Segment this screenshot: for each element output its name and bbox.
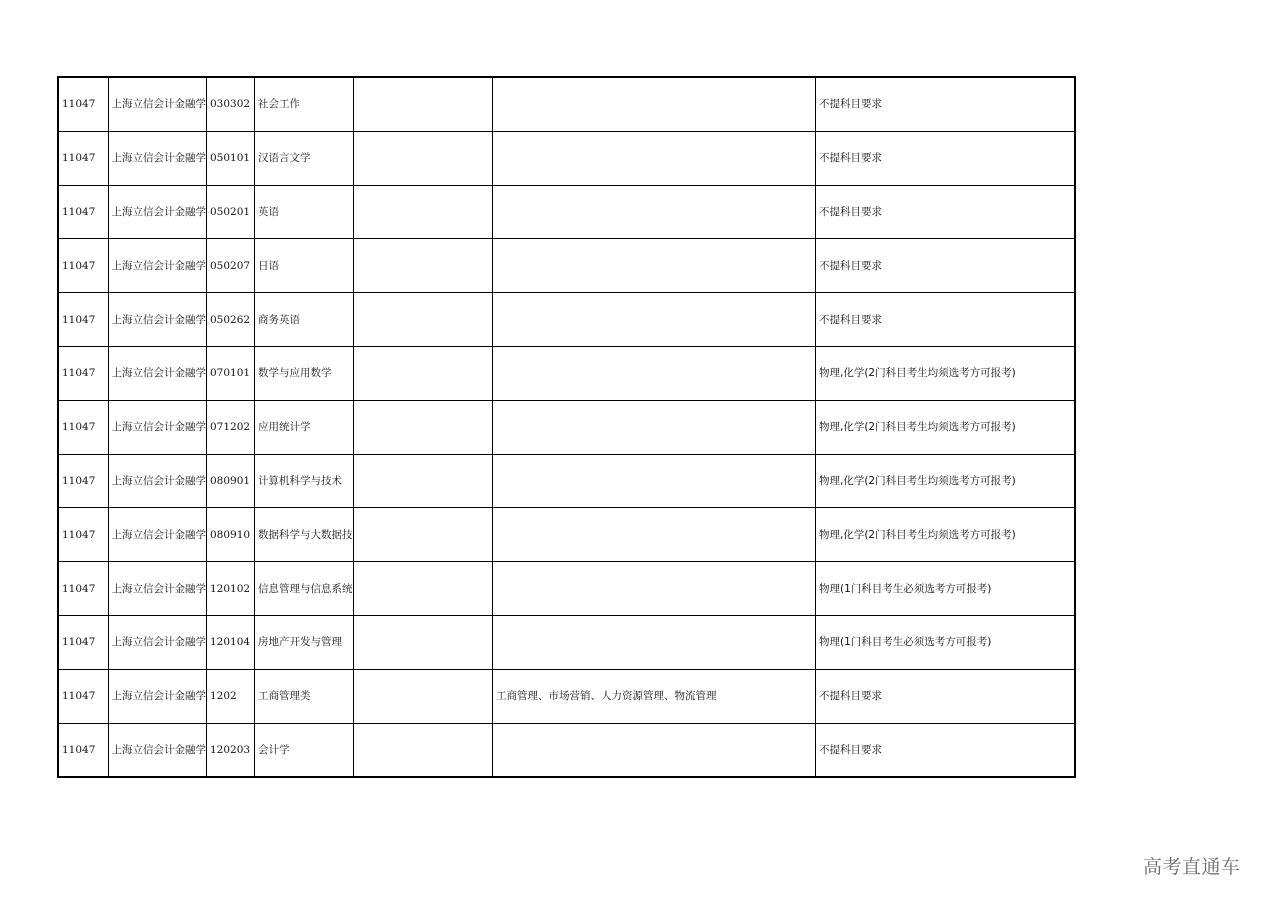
school-name-cell: 上海立信会计金融学 bbox=[108, 723, 207, 777]
included-majors-cell bbox=[493, 400, 816, 454]
school-name-cell: 上海立信会计金融学 bbox=[108, 508, 207, 562]
school-name-cell: 上海立信会计金融学 bbox=[108, 615, 207, 669]
school-code-cell: 11047 bbox=[58, 454, 108, 508]
school-name-cell: 上海立信会计金融学 bbox=[108, 400, 207, 454]
table-row bbox=[58, 239, 1075, 293]
school-code-cell: 11047 bbox=[58, 185, 108, 239]
subject-requirement-cell: 不提科目要求 bbox=[816, 239, 1075, 293]
table-row bbox=[58, 77, 1075, 131]
empty-cell bbox=[354, 293, 493, 347]
subject-requirement-cell: 物理,化学(2门科目考生均须选考方可报考) bbox=[816, 454, 1075, 508]
included-majors-cell bbox=[493, 185, 816, 239]
major-code-cell: 050101 bbox=[207, 131, 255, 185]
subject-requirements-table bbox=[57, 76, 1076, 778]
major-code-cell: 050207 bbox=[207, 239, 255, 293]
subject-requirement-cell: 物理(1门科目考生必须选考方可报考) bbox=[816, 562, 1075, 616]
table-row bbox=[58, 454, 1075, 508]
subject-requirement-cell: 物理,化学(2门科目考生均须选考方可报考) bbox=[816, 508, 1075, 562]
subject-requirement-cell: 不提科目要求 bbox=[816, 669, 1075, 723]
empty-cell bbox=[354, 400, 493, 454]
included-majors-cell bbox=[493, 346, 816, 400]
empty-cell bbox=[354, 77, 493, 131]
major-name-cell: 计算机科学与技术 bbox=[255, 454, 354, 508]
major-name-cell: 汉语言文学 bbox=[255, 131, 354, 185]
empty-cell bbox=[354, 454, 493, 508]
school-name-cell: 上海立信会计金融学 bbox=[108, 239, 207, 293]
school-code-cell: 11047 bbox=[58, 346, 108, 400]
major-name-cell: 数学与应用数学 bbox=[255, 346, 354, 400]
subject-requirement-cell: 物理,化学(2门科目考生均须选考方可报考) bbox=[816, 400, 1075, 454]
subject-requirement-cell: 不提科目要求 bbox=[816, 131, 1075, 185]
included-majors-cell: 工商管理、市场营销、人力资源管理、物流管理 bbox=[493, 669, 816, 723]
school-code-cell: 11047 bbox=[58, 723, 108, 777]
major-name-cell: 会计学 bbox=[255, 723, 354, 777]
school-code-cell: 11047 bbox=[58, 77, 108, 131]
major-code-cell: 1202 bbox=[207, 669, 255, 723]
school-name-cell: 上海立信会计金融学 bbox=[108, 185, 207, 239]
subject-requirement-cell: 不提科目要求 bbox=[816, 723, 1075, 777]
school-name-cell: 上海立信会计金融学 bbox=[108, 131, 207, 185]
school-code-cell: 11047 bbox=[58, 293, 108, 347]
major-name-cell: 社会工作 bbox=[255, 77, 354, 131]
subject-requirement-cell: 不提科目要求 bbox=[816, 77, 1075, 131]
empty-cell bbox=[354, 346, 493, 400]
table-row bbox=[58, 615, 1075, 669]
major-code-cell: 071202 bbox=[207, 400, 255, 454]
table-row bbox=[58, 723, 1075, 777]
subject-requirement-cell: 不提科目要求 bbox=[816, 185, 1075, 239]
major-name-cell: 信息管理与信息系统 bbox=[255, 562, 354, 616]
table-row bbox=[58, 131, 1075, 185]
school-code-cell: 11047 bbox=[58, 400, 108, 454]
table-row bbox=[58, 669, 1075, 723]
major-code-cell: 030302 bbox=[207, 77, 255, 131]
school-code-cell: 11047 bbox=[58, 239, 108, 293]
subject-requirement-cell: 物理(1门科目考生必须选考方可报考) bbox=[816, 615, 1075, 669]
school-code-cell: 11047 bbox=[58, 562, 108, 616]
empty-cell bbox=[354, 562, 493, 616]
table-row bbox=[58, 562, 1075, 616]
subject-requirement-cell: 不提科目要求 bbox=[816, 293, 1075, 347]
major-name-cell: 日语 bbox=[255, 239, 354, 293]
table-row bbox=[58, 400, 1075, 454]
empty-cell bbox=[354, 723, 493, 777]
school-code-cell: 11047 bbox=[58, 669, 108, 723]
major-name-cell: 应用统计学 bbox=[255, 400, 354, 454]
table-row bbox=[58, 508, 1075, 562]
school-name-cell: 上海立信会计金融学 bbox=[108, 454, 207, 508]
major-code-cell: 070101 bbox=[207, 346, 255, 400]
major-code-cell: 080901 bbox=[207, 454, 255, 508]
table-row bbox=[58, 293, 1075, 347]
empty-cell bbox=[354, 185, 493, 239]
major-code-cell: 080910 bbox=[207, 508, 255, 562]
major-name-cell: 房地产开发与管理 bbox=[255, 615, 354, 669]
school-code-cell: 11047 bbox=[58, 131, 108, 185]
included-majors-cell bbox=[493, 723, 816, 777]
included-majors-cell bbox=[493, 239, 816, 293]
major-code-cell: 050262 bbox=[207, 293, 255, 347]
watermark-text: 高考直通车 bbox=[1143, 856, 1241, 878]
major-code-cell: 120203 bbox=[207, 723, 255, 777]
school-name-cell: 上海立信会计金融学 bbox=[108, 346, 207, 400]
subject-requirement-cell: 物理,化学(2门科目考生均须选考方可报考) bbox=[816, 346, 1075, 400]
empty-cell bbox=[354, 615, 493, 669]
school-code-cell: 11047 bbox=[58, 615, 108, 669]
school-name-cell: 上海立信会计金融学 bbox=[108, 562, 207, 616]
major-name-cell: 商务英语 bbox=[255, 293, 354, 347]
school-name-cell: 上海立信会计金融学 bbox=[108, 293, 207, 347]
included-majors-cell bbox=[493, 508, 816, 562]
included-majors-cell bbox=[493, 562, 816, 616]
empty-cell bbox=[354, 669, 493, 723]
table-body bbox=[58, 77, 1075, 777]
major-name-cell: 数据科学与大数据技 bbox=[255, 508, 354, 562]
major-code-cell: 120102 bbox=[207, 562, 255, 616]
table-row bbox=[58, 346, 1075, 400]
empty-cell bbox=[354, 508, 493, 562]
major-name-cell: 工商管理类 bbox=[255, 669, 354, 723]
major-code-cell: 050201 bbox=[207, 185, 255, 239]
included-majors-cell bbox=[493, 454, 816, 508]
school-name-cell: 上海立信会计金融学 bbox=[108, 77, 207, 131]
major-name-cell: 英语 bbox=[255, 185, 354, 239]
included-majors-cell bbox=[493, 293, 816, 347]
school-name-cell: 上海立信会计金融学 bbox=[108, 669, 207, 723]
empty-cell bbox=[354, 239, 493, 293]
empty-cell bbox=[354, 131, 493, 185]
included-majors-cell bbox=[493, 615, 816, 669]
school-code-cell: 11047 bbox=[58, 508, 108, 562]
table-row bbox=[58, 185, 1075, 239]
major-code-cell: 120104 bbox=[207, 615, 255, 669]
included-majors-cell bbox=[493, 131, 816, 185]
included-majors-cell bbox=[493, 77, 816, 131]
